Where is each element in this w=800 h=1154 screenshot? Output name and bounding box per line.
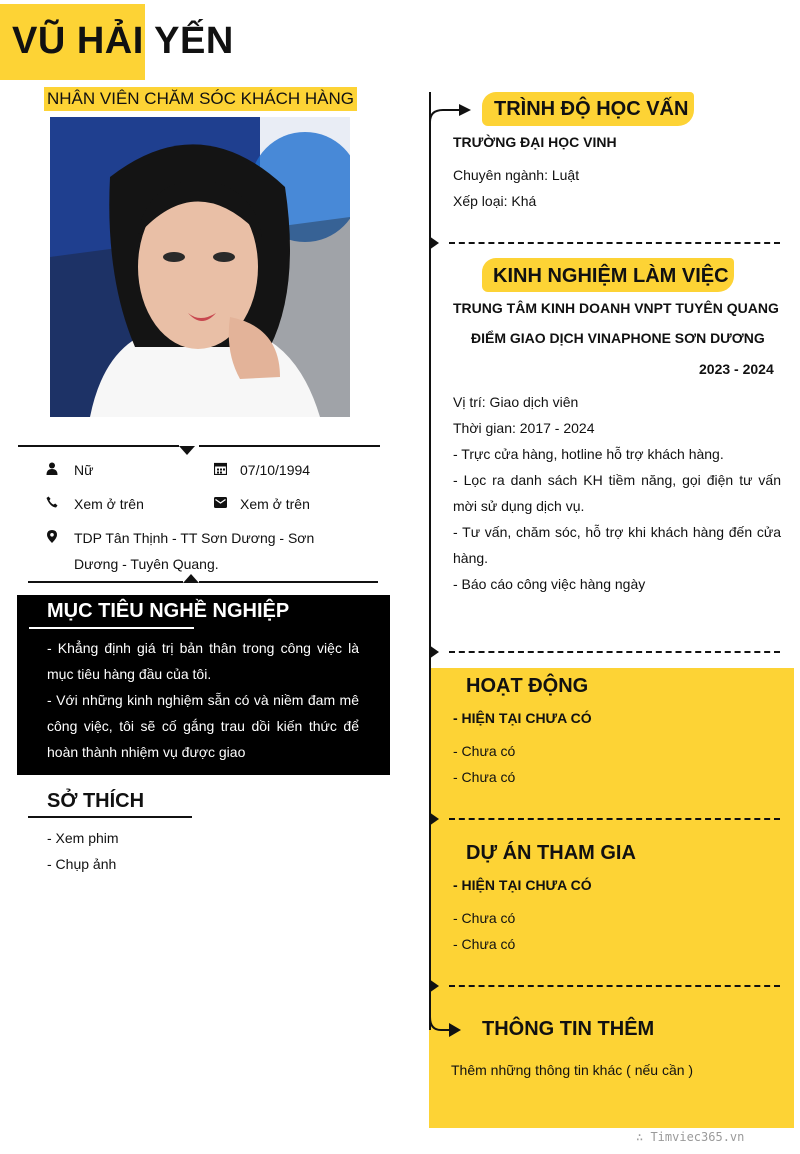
section-divider xyxy=(449,651,780,653)
projects-subtitle: - HIỆN TẠI CHƯA CÓ xyxy=(453,877,592,893)
experience-duty: - Lọc ra danh sách KH tiềm năng, gọi điện tư vấn mời sử dụng dịch vụ. xyxy=(453,472,781,514)
info-divider-top-arrow xyxy=(179,446,195,455)
experience-duty: - Báo cáo công việc hàng ngày xyxy=(453,576,646,592)
experience-title: KINH NGHIỆM LÀM VIỆC xyxy=(493,265,729,287)
activities-subtitle: - HIỆN TẠI CHƯA CÓ xyxy=(453,710,592,726)
activity-item: - Chưa có xyxy=(453,769,516,785)
education-title: TRÌNH ĐỘ HỌC VẤN xyxy=(494,98,689,120)
profile-photo xyxy=(50,117,350,417)
projects-list xyxy=(453,905,515,957)
profile-photo-illustration xyxy=(50,117,350,417)
timeline-line xyxy=(429,92,431,1030)
career-objective-title: MỤC TIÊU NGHỀ NGHIỆP xyxy=(47,600,290,622)
candidate-name: VŨ HẢI YẾN xyxy=(12,20,234,62)
info-divider-bottom-left xyxy=(28,581,183,583)
info-divider-top-left xyxy=(18,445,179,447)
map-pin-icon xyxy=(44,528,60,544)
user-icon xyxy=(44,460,60,476)
info-divider-bottom-right xyxy=(199,581,378,583)
experience-time: Thời gian: 2017 - 2024 xyxy=(453,420,595,436)
experience-position: Vị trí: Giao dịch viên xyxy=(453,394,579,410)
phone-value: Xem ở trên xyxy=(74,496,144,512)
extra-info-text: Thêm những thông tin khác ( nếu cần ) xyxy=(451,1062,694,1078)
hobbies-list xyxy=(47,825,119,877)
experience-company-line-2: ĐIỂM GIAO DỊCH VINAPHONE SƠN DƯƠNG xyxy=(471,330,765,346)
career-objective-section xyxy=(17,595,390,775)
activity-item: - Chưa có xyxy=(453,743,516,759)
education-school: TRƯỜNG ĐẠI HỌC VINH xyxy=(453,134,617,150)
section-divider xyxy=(449,818,780,820)
project-item: - Chưa có xyxy=(453,936,516,952)
career-objective-text xyxy=(47,635,359,765)
timeline-marker xyxy=(429,979,439,993)
info-divider-bottom-arrow xyxy=(183,574,199,583)
calendar-icon xyxy=(212,460,228,476)
extra-info-title: THÔNG TIN THÊM xyxy=(482,1018,655,1040)
experience-company-line-1: TRUNG TÂM KINH DOANH VNPT TUYÊN QUANG xyxy=(453,300,779,316)
right-highlight-panel xyxy=(429,668,794,1128)
address-line-1: TDP Tân Thịnh - TT Sơn Dương - Sơn xyxy=(74,530,315,546)
timeline-marker xyxy=(429,812,439,826)
timeline-marker xyxy=(429,236,439,250)
extra-info-arrow-icon xyxy=(429,1016,463,1047)
career-objective-underline xyxy=(29,627,194,629)
experience-duties xyxy=(453,441,781,597)
section-divider xyxy=(449,242,780,244)
activities-list xyxy=(453,738,515,790)
career-objective-line: - Khẳng định giá trị bản thân trong công việc là mục tiêu hàng đầu của tôi. xyxy=(47,640,359,682)
birthday-value: 07/10/1994 xyxy=(240,462,311,478)
education-major: Chuyên ngành: Luật xyxy=(453,167,580,183)
watermark: ∴ Timviec365.vn xyxy=(636,1130,745,1144)
experience-duty: - Tư vấn, chăm sóc, hỗ trợ khi khách hàng đến cửa hàng. xyxy=(453,524,781,566)
section-divider xyxy=(449,985,780,987)
gender-value: Nữ xyxy=(74,462,94,478)
activities-title: HOẠT ĐỘNG xyxy=(466,675,589,697)
envelope-icon xyxy=(212,494,228,510)
address-line-2: Dương - Tuyên Quang. xyxy=(74,556,219,572)
job-title: NHÂN VIÊN CHĂM SÓC KHÁCH HÀNG xyxy=(44,87,357,111)
phone-icon xyxy=(44,494,60,510)
hobby-item: - Xem phim xyxy=(47,830,119,846)
education-grade: Xếp loại: Khá xyxy=(453,193,537,209)
experience-period: 2023 - 2024 xyxy=(699,361,774,377)
education-arrow-icon xyxy=(429,100,473,129)
info-divider-top-right xyxy=(199,445,380,447)
hobbies-title: SỞ THÍCH xyxy=(47,790,145,812)
projects-title: DỰ ÁN THAM GIA xyxy=(466,842,636,864)
experience-duty: - Trực cửa hàng, hotline hỗ trợ khách hàng. xyxy=(453,446,724,462)
career-objective-line: - Với những kinh nghiệm sẵn có và niềm đam mê công việc, tôi sẽ cố gắng trau dồi kiến thức để hoàn thành nhiệm vụ được giao xyxy=(47,692,359,760)
hobbies-underline xyxy=(28,816,192,818)
timeline-marker xyxy=(429,645,439,659)
hobby-item: - Chụp ảnh xyxy=(47,856,117,872)
email-value: Xem ở trên xyxy=(240,496,310,512)
project-item: - Chưa có xyxy=(453,910,516,926)
